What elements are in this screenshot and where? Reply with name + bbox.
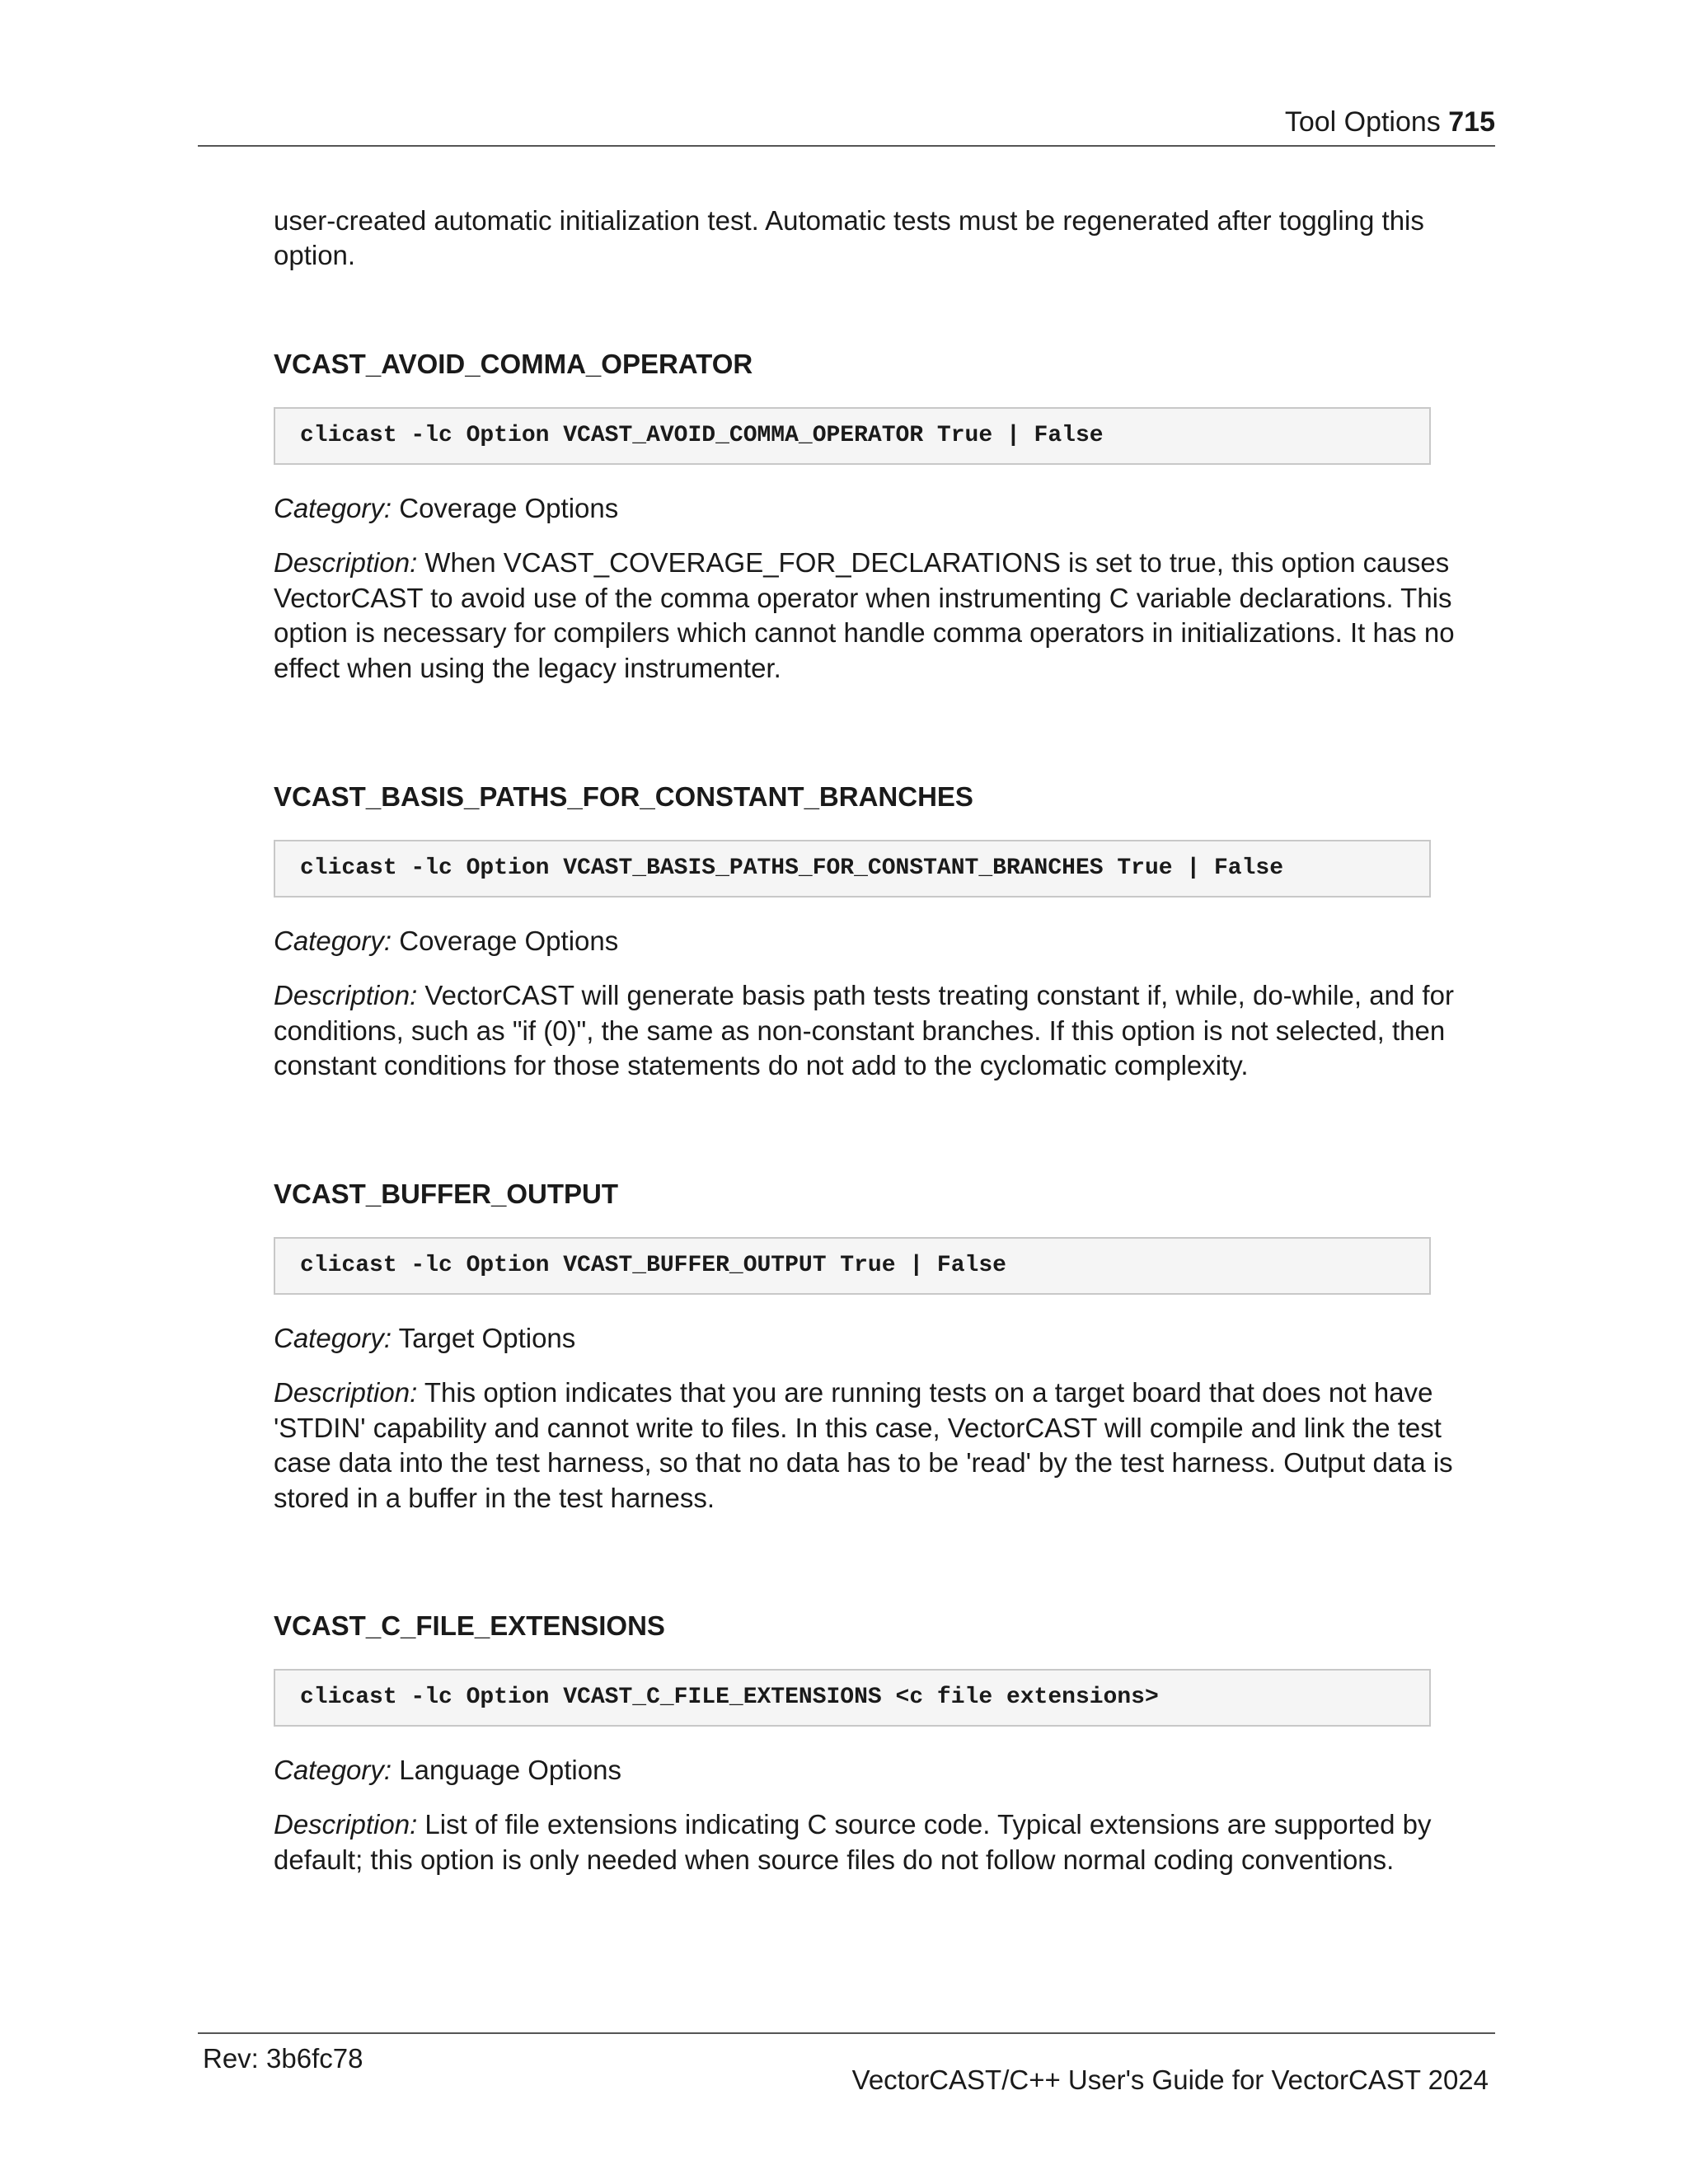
category-value: Language Options bbox=[399, 1755, 621, 1785]
option-section-basis-paths bbox=[274, 780, 1461, 1084]
category-line bbox=[274, 924, 1461, 958]
section-title: VCAST_BUFFER_OUTPUT bbox=[274, 1179, 619, 1209]
option-section-avoid-comma-operator bbox=[274, 348, 1461, 686]
description-label: Description: bbox=[274, 547, 418, 578]
description-paragraph bbox=[274, 1807, 1461, 1877]
description-text: When VCAST_COVERAGE_FOR_DECLARATIONS is set to true, this option causes VectorCAST to avoid use of the comma operator when instrumenting C variable declarations. This option is necessary for compilers which cannot handle comma operators in initializations. It has no effect when using the legacy instrumenter. bbox=[274, 547, 1455, 683]
command-code-box: clicast -lc Option VCAST_BUFFER_OUTPUT True | False bbox=[274, 1237, 1431, 1295]
option-section-c-file-extensions bbox=[274, 1610, 1461, 1877]
description-text: This option indicates that you are running tests on a target board that does not have 'STDIN' capability and cannot write to files. In this case, VectorCAST will compile and link the test case data into the test harness, so that no data has to be 'read' by the test harness. Output data is stored in a buffer in the test harness. bbox=[274, 1377, 1453, 1513]
intro-paragraph: user-created automatic initialization test. Automatic tests must be regenerated after toggling this option. bbox=[274, 205, 1424, 270]
page-header bbox=[198, 105, 1495, 147]
category-line bbox=[274, 1321, 1461, 1356]
page-content bbox=[274, 204, 1461, 1875]
description-text: List of file extensions indicating C source code. Typical extensions are supported by default; this option is only needed when source files do not follow normal coding conventions. bbox=[274, 1809, 1432, 1875]
category-value: Target Options bbox=[398, 1323, 576, 1353]
command-code-box: clicast -lc Option VCAST_C_FILE_EXTENSIONS <c file extensions> bbox=[274, 1669, 1431, 1727]
command-code-box: clicast -lc Option VCAST_BASIS_PATHS_FOR_CONSTANT_BRANCHES True | False bbox=[274, 840, 1431, 898]
header-section-name: Tool Options bbox=[1284, 106, 1441, 138]
header-text bbox=[1285, 105, 1495, 138]
page-footer bbox=[198, 2032, 1495, 2100]
category-label: Category: bbox=[274, 926, 392, 956]
category-line bbox=[274, 1753, 1461, 1788]
section-title: VCAST_BASIS_PATHS_FOR_CONSTANT_BRANCHES bbox=[274, 781, 973, 812]
section-title: VCAST_AVOID_COMMA_OPERATOR bbox=[274, 349, 753, 379]
description-paragraph bbox=[274, 978, 1461, 1084]
description-label: Description: bbox=[274, 1809, 418, 1840]
revision-label: Rev: 3b6fc78 bbox=[203, 2043, 363, 2074]
section-title: VCAST_C_FILE_EXTENSIONS bbox=[274, 1610, 665, 1641]
description-text: VectorCAST will generate basis path tests treating constant if, while, do-while, and for conditions, such as "if (0)", the same as non-constant branches. If this option is not selected, then constant conditions for those statements do not add to the cyclomatic complexity. bbox=[274, 980, 1454, 1080]
category-label: Category: bbox=[274, 1755, 392, 1785]
category-value: Coverage Options bbox=[399, 926, 619, 956]
description-label: Description: bbox=[274, 980, 418, 1010]
option-section-buffer-output bbox=[274, 1178, 1461, 1516]
description-paragraph bbox=[274, 546, 1461, 686]
description-label: Description: bbox=[274, 1377, 418, 1408]
category-value: Coverage Options bbox=[399, 493, 619, 523]
description-paragraph bbox=[274, 1376, 1461, 1516]
command-code-box: clicast -lc Option VCAST_AVOID_COMMA_OPERATOR True | False bbox=[274, 407, 1431, 465]
category-line bbox=[274, 491, 1461, 526]
page-number: 715 bbox=[1448, 106, 1495, 138]
guide-title: VectorCAST/C++ User's Guide for VectorCAST 2024 bbox=[851, 2064, 1489, 2095]
category-label: Category: bbox=[274, 1323, 392, 1353]
category-label: Category: bbox=[274, 493, 392, 523]
